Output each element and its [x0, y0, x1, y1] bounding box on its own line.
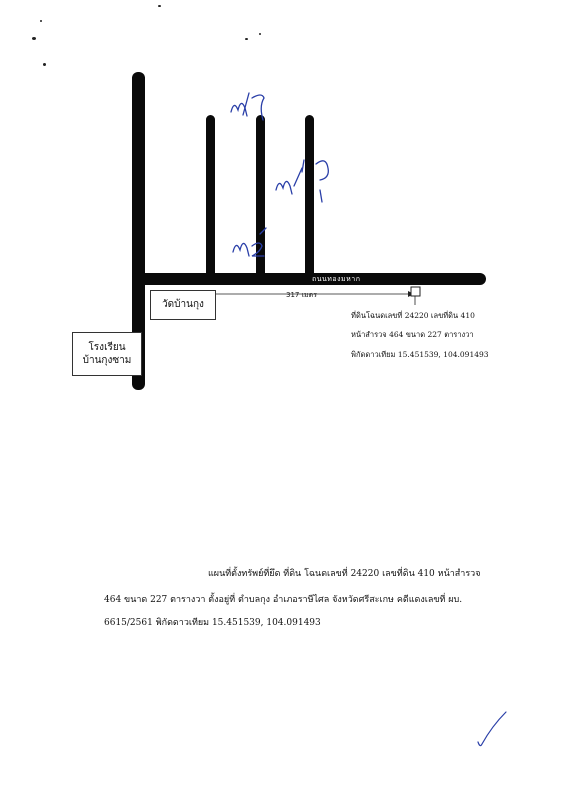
caption-line-1: แผนที่ตั้งทรัพย์ที่ยึด ที่ดิน โฉนดเลขที่ 24220 เลขที่ดิน 410 หน้าสำรวจ: [208, 569, 481, 579]
handwritten-note-top: [231, 93, 264, 120]
road-name-label: ถนนทองมหาก: [312, 275, 361, 283]
parcel-marker-icon: [411, 287, 420, 305]
handwritten-note-left: [233, 228, 266, 256]
temple-label: วัดบ้านกุง: [162, 299, 204, 311]
distance-label: 317 เมตร: [286, 291, 317, 299]
parcel-info-line-2: หน้าสำรวจ 464 ขนาด 227 ตารางวา: [351, 330, 474, 339]
caption-line-3: 6615/2561 พิกัดดาวเทียม 15.451539, 104.091493: [104, 618, 321, 628]
signature-mark: [478, 712, 506, 746]
distance-arrow: [216, 291, 414, 297]
caption-line-2: 464 ขนาด 227 ตารางวา ตั้งอยู่ที่ ตำบลกุง อำเภอราษีไศล จังหวัดศรีสะเกษ คดีแดงเลขที่ ผบ.: [104, 595, 463, 605]
handwritten-note-right: [276, 160, 328, 202]
school-label-line2: บ้านกุงซาม: [82, 355, 132, 366]
school-label-line1: โรงเรียน: [88, 341, 126, 353]
parcel-info-line-1: ที่ดินโฉนดเลขที่ 24220 เลขที่ดิน 410: [351, 311, 475, 320]
parcel-info-line-3: พิกัดดาวเทียม 15.451539, 104.091493: [351, 350, 489, 359]
